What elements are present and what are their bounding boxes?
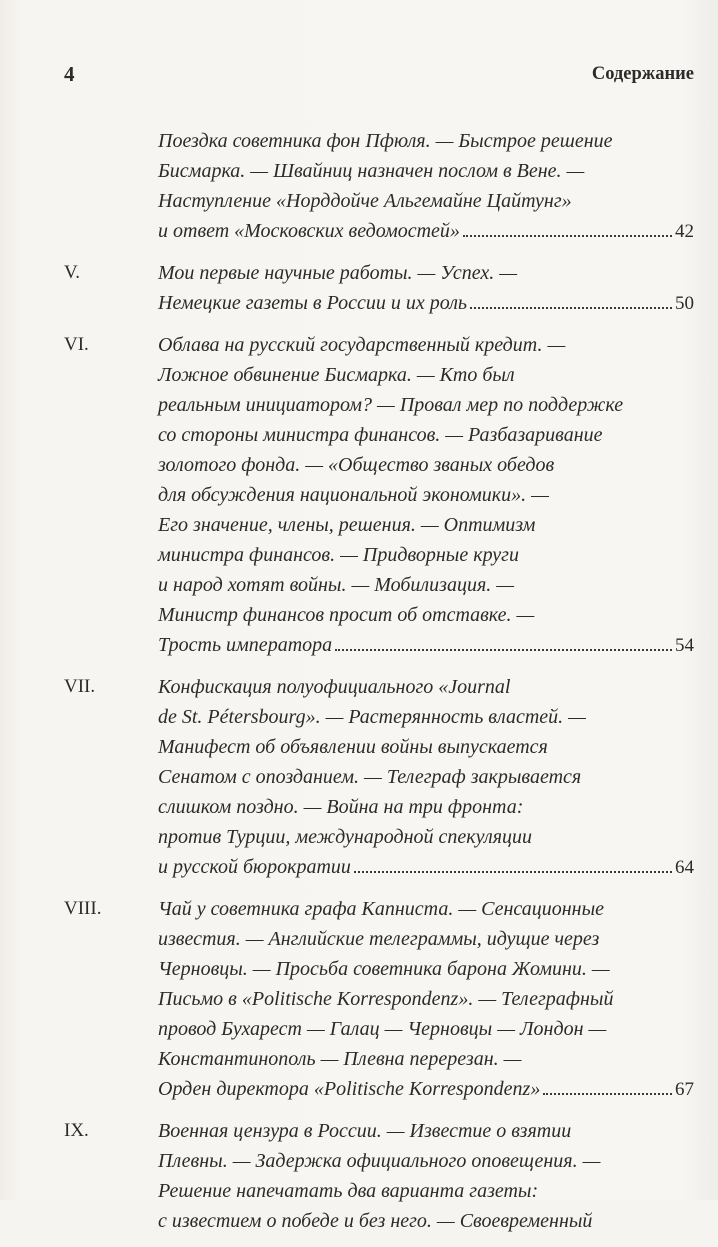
page-reference: 64	[675, 857, 694, 878]
toc-last-line	[158, 216, 694, 247]
toc-line: Конфискация полуофициального «Journal	[158, 676, 511, 698]
toc-line: со стороны министра финансов. — Разбазаривание	[158, 424, 603, 446]
toc-last-line	[158, 852, 694, 883]
chapter-number: VIII.	[64, 898, 102, 919]
dot-leader	[463, 234, 672, 237]
toc-last-line	[158, 288, 694, 319]
table-of-contents	[64, 126, 694, 1247]
dot-leader	[335, 648, 672, 651]
toc-line: Орден директора «Politische Korrespondenz»	[158, 1078, 541, 1100]
chapter-number: V.	[64, 262, 81, 283]
toc-line: Трость императора	[158, 634, 333, 656]
toc-line: министра финансов. — Придворные круги	[158, 544, 519, 566]
toc-entry-continuation	[64, 126, 694, 247]
toc-line: Черновцы. — Просьба советника барона Жомини. —	[158, 958, 610, 980]
chapter-number: VII.	[64, 676, 96, 697]
toc-line: Наступление «Норддойче Альгемайне Цайтунг»	[158, 190, 572, 212]
toc-line: Немецкие газеты в России и их роль	[158, 292, 468, 314]
toc-line: провод Бухарест — Галац — Черновцы — Лондон —	[158, 1018, 607, 1040]
toc-line: и народ хотят войны. — Мобилизация. —	[158, 574, 515, 596]
page-reference: 42	[675, 221, 694, 242]
chapter-number: IX.	[64, 1120, 89, 1141]
dot-leader	[543, 1092, 672, 1095]
toc-line: слишком поздно. — Война на три фронта:	[158, 796, 524, 818]
toc-line: золотого фонда. — «Общество званых обедов	[158, 454, 555, 476]
toc-line: Ложное обвинение Бисмарка. — Кто был	[158, 364, 515, 386]
toc-line: Письмо в «Politische Korrespondenz». — Телеграфный	[158, 988, 614, 1010]
toc-entry-ix	[64, 1116, 694, 1236]
page-reference: 54	[675, 635, 694, 656]
toc-line: Решение напечатать два варианта газеты:	[158, 1180, 539, 1202]
toc-line: Сенатом с опозданием. — Телеграф закрывается	[158, 766, 582, 788]
toc-line: Бисмарка. — Швайниц назначен послом в Вене. —	[158, 160, 585, 182]
toc-line: Манифест об объявлении войны выпускается	[158, 736, 548, 758]
toc-line: Чай у советника графа Капниста. — Сенсационные	[158, 898, 605, 920]
toc-line: и ответ «Московских ведомостей»	[158, 220, 460, 242]
toc-line: Мои первые научные работы. — Успех. —	[158, 262, 518, 284]
toc-line: и русской бюрократии	[158, 856, 351, 878]
toc-line: Министр финансов просит об отставке. —	[158, 604, 535, 626]
toc-line: Плевны. — Задержка официального оповещения. —	[158, 1150, 601, 1172]
toc-line: с известием о победе и без него. — Своевременный	[158, 1210, 593, 1232]
toc-line: de St. Pétersbourg». — Растерянность властей. —	[158, 706, 586, 728]
dot-leader	[354, 870, 672, 873]
dot-leader	[470, 306, 672, 309]
toc-line: реальным инициатором? — Провал мер по поддержке	[158, 394, 624, 416]
toc-line: Поездка советника фон Пфюля. — Быстрое решение	[158, 130, 613, 152]
page-reference: 50	[675, 293, 694, 314]
toc-last-line	[158, 630, 694, 661]
toc-line: против Турции, международной спекуляции	[158, 826, 533, 848]
toc-entry-v	[64, 258, 694, 319]
toc-line: Военная цензура в России. — Известие о взятии	[158, 1120, 572, 1142]
chapter-number: VI.	[64, 334, 89, 355]
toc-line: для обсуждения национальной экономики». —	[158, 484, 549, 506]
running-head: Содержание	[591, 64, 694, 84]
page-header	[64, 62, 694, 92]
toc-line: известия. — Английские телеграммы, идущие через	[158, 928, 600, 950]
toc-entry-vii	[64, 672, 694, 883]
toc-last-line	[158, 1074, 694, 1105]
toc-line: Его значение, члены, решения. — Оптимизм	[158, 514, 536, 536]
page-reference: 67	[675, 1079, 694, 1100]
toc-entry-vi	[64, 330, 694, 661]
toc-entry-viii	[64, 894, 694, 1105]
page-number: 4	[64, 62, 75, 86]
toc-line: Облава на русский государственный кредит. —	[158, 334, 566, 356]
toc-line: Константинополь — Плевна перерезан. —	[158, 1048, 522, 1070]
